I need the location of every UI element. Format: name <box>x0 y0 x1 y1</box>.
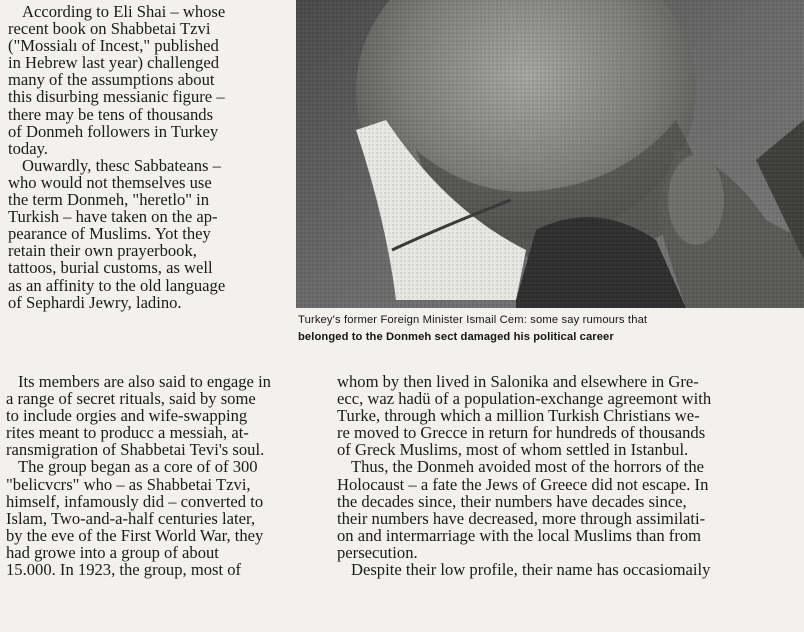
text-line: rites meant to producc a messiah, at- <box>6 423 249 443</box>
photo-halftone <box>296 0 804 308</box>
text-line: "belicvcrs" who – as Shabbetai Tzvi, <box>6 474 251 494</box>
article-column-1 <box>8 3 284 311</box>
paragraph-sabbateans <box>8 157 284 311</box>
text-line: of Donmeh followers in Turkey <box>8 121 219 141</box>
text-line: According to Eli Shai – whose <box>22 2 226 21</box>
text-line: ransmigration of Shabbetai Tevi's soul. <box>6 440 265 460</box>
text-line: whom by then lived in Salonika and elsewhere in Gre- <box>337 372 699 391</box>
text-line: had growe into a group of about <box>6 542 219 562</box>
text-line: of Greck Muslims, most of whom settled in Istanbul. <box>337 440 689 460</box>
caption-line-1: Turkey's former Foreign Minister Ismail Cem: some say rumours that <box>298 314 648 326</box>
text-line: of Sephardi Jewry, ladino. <box>8 292 182 312</box>
text-line: the decades since, their numbers have decades since, <box>337 491 687 511</box>
text-line: many of the assumptions about <box>8 70 215 90</box>
text-line: on and intermarriage with the local Muslims than from <box>337 525 702 545</box>
text-line: Ouwardly, thesc Sabbateans – <box>22 155 221 175</box>
article-column-2 <box>6 373 328 578</box>
text-line: ecc, waz hadü of a population-exchange agreemont with <box>337 389 712 409</box>
text-line: by the eve of the First World War, they <box>6 525 264 545</box>
text-line: the term Donmeh, "heretlo" in <box>8 190 210 210</box>
text-line: retain their own prayerbook, <box>8 241 197 261</box>
text-line: persecution. <box>337 542 418 562</box>
caption-line-2: belonged to the Donmeh sect damaged his political career <box>298 331 614 343</box>
text-line: to include orgies and wife-swapping <box>6 406 248 426</box>
text-line: ("Mossialı of Incest," published <box>8 36 219 56</box>
text-line: tattoos, burial customs, as well <box>8 258 213 278</box>
text-line: today. <box>8 138 48 158</box>
text-line: Turkish – have taken on the ap- <box>8 207 218 227</box>
text-line: re moved to Grecce in return for hundreds of thousands <box>337 423 706 443</box>
text-line: in Hebrew last year) challenged <box>8 53 220 73</box>
article-column-3 <box>337 373 799 578</box>
text-line: a range of secret rituals, said by some <box>6 389 256 409</box>
text-line: Thus, the Donmeh avoided most of the horrors of the <box>351 457 705 477</box>
text-line: there may be tens of thousands <box>8 104 214 124</box>
text-line: this disurbing messianic figure – <box>8 87 225 107</box>
text-line: pearance of Muslims. Yot they <box>8 224 211 244</box>
text-line: their numbers have decreased, more through assimilati- <box>337 508 706 528</box>
text-line: himself, infamously did – converted to <box>6 491 264 511</box>
text-line: Islam, Two-and-a-half centuries later, <box>6 508 255 528</box>
text-line: Despite their low profile, their name has occasiomaily <box>351 560 711 580</box>
text-line: recent book on Shabbetai Tzvi <box>8 19 211 39</box>
text-line: Its members are also said to engage in <box>18 372 271 391</box>
photo-caption <box>298 312 804 346</box>
text-line: who would not themselves use <box>8 172 212 192</box>
text-line: The group began as a core of of 300 <box>18 457 258 477</box>
text-line: Holocaust – a fate the Jews of Greece did not escape. In <box>337 474 709 494</box>
paragraph-eli-shai <box>8 3 284 157</box>
text-line: Turke, through which a million Turkish Christians we- <box>337 406 700 426</box>
news-photograph <box>296 0 804 308</box>
text-line: 15.000. In 1923, the group, most of <box>6 560 242 580</box>
text-line: as an affinity to the old language <box>8 275 226 295</box>
